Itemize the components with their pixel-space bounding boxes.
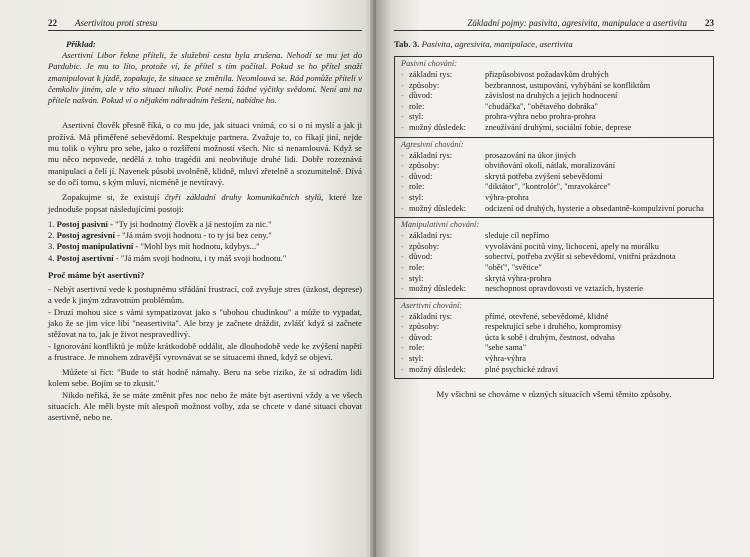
- row-value: sleduje cíl nepřímo: [485, 231, 550, 241]
- table-row: [401, 312, 707, 323]
- example-text: Asertivní Libor řekne příteli, že služební cesta byla zrušena. Nehodí se mu jet do Pardubic. Je mu to líto, protože ví, že přítel s tím počítal. Pokud se ho přítel snaží zmanipulovat k jízdě, zopakuje, že situace se změnila. Neomlouvá se. Rád pomůže příteli v čemkoliv jiném, ale v této situaci nikoliv. Poté nemá žádné výčitky svědomí. Není ani na přítele našván. Pokud ví o nějakém náhradním řešení, nabídne ho.: [48, 50, 362, 106]
- para2-emphasis: čtyři základní druhy komunikačních stylů: [164, 192, 322, 203]
- dash-item: - Ignorování konfliktů je může krátkodobě oddálit, ale dlouhodobě vede ke zvýšení napětí a frustrace. Je mnohem zdravější vyrovnávat se se situacemi ihned, když se objeví.: [48, 340, 362, 362]
- dash-item: - Druzí mohou sice s vámi sympatizovat jako s "ubohou chudinkou" a může to vypadat, jako že se jim více líbí "neasertivita". Ale brzy je začnete dráždit, zvlášť když si začnete stěžovat na to, jak je život nespravedlivý.: [48, 306, 362, 340]
- row-label: - způsoby:: [401, 322, 485, 333]
- row-label: - základní rys:: [401, 151, 485, 162]
- row-value: odcizení od druhých, hysterie a obsedantně-kompulzivní porucha: [485, 203, 704, 213]
- list-item: [48, 241, 362, 252]
- table-row: [401, 252, 707, 263]
- table-row: [401, 322, 707, 333]
- row-label: - možný důsledek:: [401, 204, 485, 215]
- row-value: skrytá výhra-prohra: [485, 273, 552, 283]
- table-row: [401, 263, 707, 274]
- table-group: [395, 298, 713, 379]
- table-row: [401, 274, 707, 285]
- paragraph-assertive-person: Asertivní člověk přesně říká, o co mu jde, jak situaci vnímá, co si o ní myslí a jak ji prožívá. Má přiměřené sebevědomí. Respektuje partnera. Zvažuje to, co říkají jiní, nejde mu tolik o výhru pro sebe, jako o rozšíření možností všech. Nic si nenamlouvá. Když se mu něco nepovede, nedělá z toho tragédii ani neobviňuje druhé lidi. Dobře rozeznává manipulaci a čelí jí. Navenek působí uvolněně, klidně, mluví zřetelně a srozumitelně. Dívá se do očí tomu, s kým mluví, nicméně je nevtíravý.: [48, 120, 362, 187]
- right-page-number: 23: [705, 18, 714, 28]
- row-label: - základní rys:: [401, 312, 485, 323]
- row-label: - role:: [401, 182, 485, 193]
- style-name: Postoj manipulativní: [56, 241, 134, 252]
- behavior-table: [394, 56, 714, 379]
- style-name: Postoj pasivní: [56, 218, 108, 229]
- table-row: [401, 182, 707, 193]
- row-value: "oběť", "světice": [485, 262, 542, 272]
- row-value: zneužívání druhými, sociální fobie, deprese: [485, 122, 632, 132]
- row-value: výhra-výhra: [485, 354, 526, 364]
- table-row: [401, 343, 707, 354]
- row-label: - způsoby:: [401, 161, 485, 172]
- style-quote: - "Já mám svoji hodnotu, i ty máš svoji hodnotu.": [113, 252, 287, 263]
- list-item: [48, 219, 362, 230]
- row-value: výhra-prohra: [485, 192, 529, 202]
- style-quote: - "Mohl bys mít hodnotu, kdybys...": [133, 241, 260, 252]
- table-row: [401, 151, 707, 162]
- row-value: respektující sebe i druhého, kompromisy: [485, 322, 622, 332]
- row-label: - základní rys:: [401, 70, 485, 81]
- row-value: bezbrannost, ustupování, vyhýbání se konfliktům: [485, 80, 651, 90]
- list-number: 2.: [48, 230, 55, 241]
- left-running-head: Asertivitou proti stresu: [75, 18, 158, 28]
- row-label: - role:: [401, 343, 485, 354]
- table-row: [401, 231, 707, 242]
- table-row: [401, 161, 707, 172]
- row-label: - důvod:: [401, 333, 485, 344]
- style-quote: - "Ty jsi hodnotný člověk a já nestojím za nic.": [107, 218, 272, 229]
- table-row: [401, 112, 707, 123]
- row-value: plné psychické zdraví: [485, 364, 559, 374]
- paragraph-four-styles: [48, 192, 362, 215]
- row-label: - role:: [401, 102, 485, 113]
- table-group: [395, 217, 713, 298]
- table-row: [401, 284, 707, 295]
- table-row: [401, 81, 707, 92]
- table-row: [401, 365, 707, 376]
- group-heading: Manipulativní chování:: [401, 220, 480, 230]
- right-page: [376, 0, 750, 557]
- row-label: - důvod:: [401, 91, 485, 102]
- row-label: - styl:: [401, 274, 485, 285]
- row-label: - způsoby:: [401, 242, 485, 253]
- closing-sentence: My všichni se chováme v různých situacích všemi těmito způsoby.: [436, 389, 672, 400]
- paragraph-choice: Nikdo neříká, že se máte změnit přes noc nebo že máte být asertivní vždy a ve všech situacích. Ale měli byste mít alespoň možnost volby, zda se chcete v dané situaci chovat asertivně, nebo ne.: [48, 389, 362, 423]
- table-row: [401, 354, 707, 365]
- list-number: 3.: [48, 241, 55, 252]
- table-row: [401, 123, 707, 134]
- table-row: [401, 204, 707, 215]
- row-value: sobectví, potřeba zvýšit si sebevědomí, vnitřní prázdnota: [485, 252, 676, 262]
- example-title: Příklad:: [66, 39, 96, 49]
- row-value: přímé, otevřené, sebevědomé, klidné: [485, 311, 609, 321]
- list-item: [48, 253, 362, 264]
- paragraph-quote: Můžete si říct: "Bude to stát hodně námahy. Beru na sebe riziko, že si odradím lidi kolem sebe. Bojím se to zkusit.": [48, 367, 362, 389]
- left-running-header: [48, 18, 362, 31]
- row-value: závislost na druhých a jejich hodnocení: [485, 91, 618, 101]
- list-number: 4.: [48, 252, 55, 263]
- row-label: - role:: [401, 263, 485, 274]
- row-label: - důvod:: [401, 172, 485, 183]
- table-row: [401, 333, 707, 344]
- row-label: - způsoby:: [401, 81, 485, 92]
- row-value: obviňování okolí, nátlak, moralizování: [485, 161, 616, 171]
- left-page-number: 22: [48, 18, 57, 28]
- row-label: - důvod:: [401, 252, 485, 263]
- table-row: [401, 242, 707, 253]
- row-value: "sebe sama": [485, 343, 527, 353]
- group-heading: Agresivní chování:: [401, 139, 464, 149]
- table-row: [401, 102, 707, 113]
- table-row: [401, 70, 707, 81]
- table-label: Tab. 3.: [394, 39, 420, 49]
- table-caption: [394, 39, 714, 49]
- para2-text-a: Zopakujme si, že existují: [62, 192, 165, 203]
- row-value: přizpůsobivost požadavkům druhých: [485, 70, 609, 79]
- row-value: prosazování na úkor jiných: [485, 150, 576, 160]
- list-item: [48, 230, 362, 241]
- table-group: [395, 57, 713, 137]
- row-value: prohra-výhra nebo prohra-prohra: [485, 112, 596, 122]
- styles-list: [48, 219, 362, 264]
- list-number: 1.: [48, 218, 55, 229]
- style-quote: - "Já mám svoji hodnotu - to ty jsi bez ceny.": [114, 230, 272, 241]
- row-label: - možný důsledek:: [401, 284, 485, 295]
- group-heading: Pasivní chování:: [401, 59, 457, 68]
- row-label: - možný důsledek:: [401, 123, 485, 134]
- row-label: - styl:: [401, 354, 485, 365]
- row-label: - základní rys:: [401, 231, 485, 242]
- right-running-header: [394, 18, 714, 31]
- row-label: - možný důsledek:: [401, 365, 485, 376]
- dash-item: - Nebýt asertivní vede k postupnému střádání frustrací, což zvyšuje stres (úzkost, deprese) a vede k jiným zdravotním problémům.: [48, 284, 362, 306]
- table-group: [395, 137, 713, 218]
- row-label: - styl:: [401, 193, 485, 204]
- style-name: Postoj agresivní: [56, 230, 115, 241]
- row-value: neschopnost opravdovosti ve vztazích, hysterie: [485, 284, 643, 294]
- table-row: [401, 91, 707, 102]
- row-value: úcta k sobě i druhým, čestnost, odvaha: [485, 332, 615, 342]
- right-running-head: Základní pojmy: pasivita, agresivita, manipulace a asertivita: [467, 18, 687, 28]
- row-value: "diktátor", "kontrolór", "mravokárce": [485, 182, 611, 192]
- row-value: skrytá potřeba zvýšení sebevědomí: [485, 171, 603, 181]
- style-name: Postoj asertivní: [56, 252, 114, 263]
- table-row: [401, 193, 707, 204]
- group-heading: Asertivní chování:: [401, 300, 463, 310]
- section-title: Proč máme být asertivní?: [48, 270, 145, 281]
- row-value: "chudáčka", "obětavého dobráka": [485, 101, 598, 111]
- table-title: Pasivita, agresivita, manipulace, asertivita: [421, 39, 573, 49]
- row-value: vyvolávání pocitů viny, lichocení, apely na morálku: [485, 241, 659, 251]
- para2-text-b: , které lze jednoduše popsat následujícími postoji:: [48, 192, 363, 214]
- table-row: [401, 172, 707, 183]
- row-label: - styl:: [401, 112, 485, 123]
